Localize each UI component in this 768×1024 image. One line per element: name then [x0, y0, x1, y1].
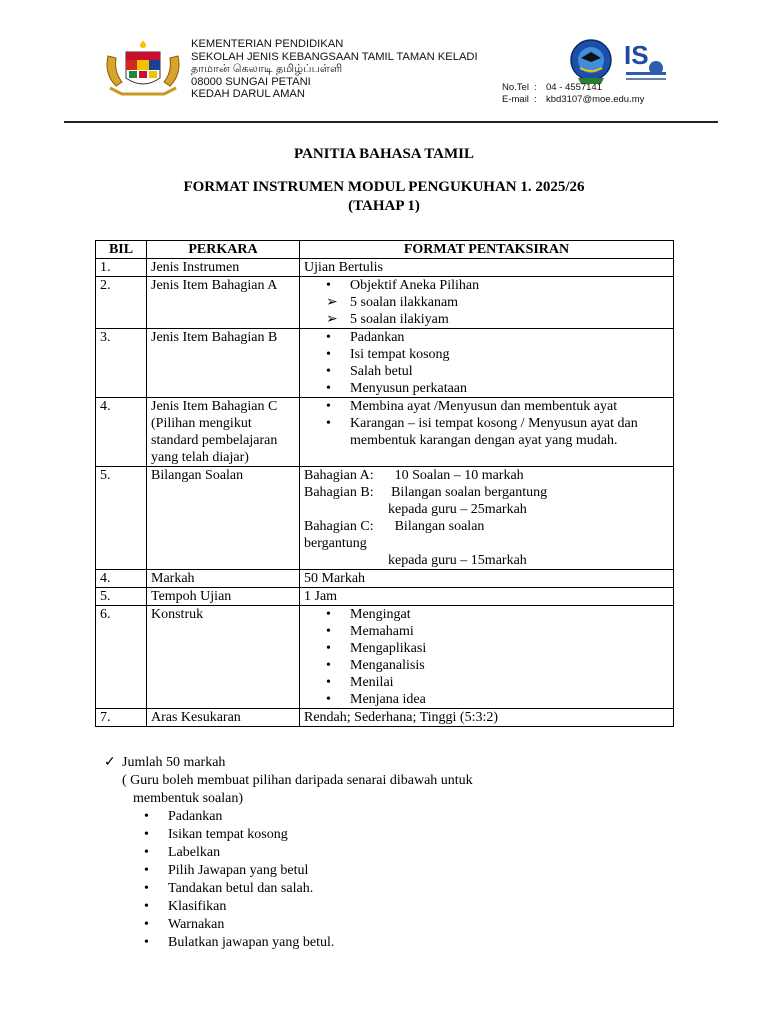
- table-row: 6. Konstruk • Mengingat • Memahami • Mengaplikasi • Menganalisis • Menilai • Menjana idea: [96, 606, 674, 709]
- school-name-tamil: தாமான் கெலாடி தமிழ்ப்பள்ளி: [191, 63, 343, 76]
- header-format: FORMAT PENTAKSIRAN: [300, 241, 674, 259]
- list-item: • Menganalisis: [326, 658, 425, 673]
- instruction-text-cont: membentuk soalan): [133, 791, 244, 806]
- list-item: • Labelkan: [144, 845, 221, 860]
- list-item: • Padankan: [326, 330, 405, 345]
- bullet-icon: •: [326, 624, 331, 639]
- table-row: 1. Jenis Instrumen Ujian Bertulis: [96, 259, 674, 277]
- list-item: • Menilai: [326, 675, 394, 690]
- table-row: 5. Bilangan Soalan Bahagian A: 10 Soalan – 10 markah Bahagian B: Bilangan soalan bergantung kepada guru – 25markah Bahagian C: Bilangan soalan bergantung kepada guru – 15markah: [96, 467, 674, 570]
- phone-row: No.Tel : 04 - 4557141: [502, 82, 602, 93]
- instruction-text: ( Guru boleh membuat pilihan daripada senarai dibawah untuk: [122, 773, 473, 788]
- table-row: 4. Markah 50 Markah: [96, 570, 674, 588]
- bullet-icon: •: [144, 845, 149, 860]
- list-item: • Tandakan betul dan salah.: [144, 881, 314, 896]
- list-item: • Menyusun perkataan: [326, 381, 468, 396]
- header-bil: BIL: [96, 241, 147, 259]
- bullet-list: [304, 606, 669, 708]
- table-row: 4. Jenis Item Bahagian C (Pilihan mengikut standard pembelajaran yang telah diajar) • Membina ayat /Menyusun dan membentuk ayat • Karangan – isi tempat kosong / Menyusun ayat dan membentuk karangan dengan ayat yang mudah.: [96, 398, 674, 467]
- bullet-icon: •: [144, 881, 149, 896]
- bullet-icon: •: [326, 330, 331, 345]
- bullet-icon: •: [326, 364, 331, 379]
- bullet-list: [304, 277, 669, 328]
- postcode-town: 08000 SUNGAI PETANI: [191, 75, 311, 88]
- bullet-list: [304, 398, 669, 449]
- bullet-icon: •: [326, 658, 331, 673]
- bullet-icon: •: [326, 278, 331, 293]
- list-item: • Mengaplikasi: [326, 641, 427, 656]
- arrow-bullet-icon: ➢: [326, 312, 338, 327]
- list-item: • Karangan – isi tempat kosong / Menyusun ayat dan membentuk karangan dengan ayat yang mudah.: [326, 416, 638, 448]
- school-badge-icon: [571, 40, 611, 84]
- phone-number: 04 - 4557141: [546, 82, 602, 93]
- bullet-icon: •: [144, 827, 149, 842]
- table-row: 3. Jenis Item Bahagian B • Padankan • Isi tempat kosong • Salah betul • Menyusun perkataan: [96, 329, 674, 398]
- letterhead: [0, 0, 768, 130]
- table-header-row: [96, 241, 674, 259]
- list-item: ➢ 5 soalan ilakiyam: [326, 312, 449, 327]
- table-row: 7. Aras Kesukaran Rendah; Sederhana; Tinggi (5:3:2): [96, 709, 674, 727]
- bullet-list: [304, 329, 669, 397]
- bullet-icon: •: [144, 935, 149, 950]
- bullet-icon: •: [326, 347, 331, 362]
- list-item: • Klasifikan: [144, 899, 227, 914]
- bullet-icon: •: [144, 809, 149, 824]
- list-item: • Bulatkan jawapan yang betul.: [144, 935, 335, 950]
- list-item: • Warnakan: [144, 917, 225, 932]
- school-address: [191, 38, 478, 101]
- list-item: • Memahami: [326, 624, 414, 639]
- ministry-name: KEMENTERIAN PENDIDIKAN: [191, 38, 344, 50]
- bullet-icon: •: [326, 416, 331, 431]
- bullet-icon: •: [326, 692, 331, 707]
- header-divider: [64, 121, 718, 123]
- total-marks: Jumlah 50 markah: [122, 755, 226, 770]
- bullet-icon: •: [144, 899, 149, 914]
- page-title: PANITIA BAHASA TAMIL: [293, 146, 475, 162]
- email-row: E-mail : kbd3107@moe.edu.my: [502, 94, 645, 105]
- bullet-icon: •: [326, 607, 331, 622]
- list-item: • Objektif Aneka Pilihan: [326, 278, 480, 293]
- list-item: • Padankan: [144, 809, 223, 824]
- list-item: • Membina ayat /Menyusun dan membentuk ayat: [326, 399, 618, 414]
- bullet-icon: •: [326, 675, 331, 690]
- list-item: ➢ 5 soalan ilakkanam: [326, 295, 459, 310]
- list-item: • Isi tempat kosong: [326, 347, 450, 362]
- list-item: • Isikan tempat kosong: [144, 827, 288, 842]
- bullet-icon: •: [144, 863, 149, 878]
- arrow-bullet-icon: ➢: [326, 295, 338, 310]
- list-item: • Salah betul: [326, 364, 413, 379]
- format-table: [95, 240, 674, 727]
- list-item: • Pilih Jawapan yang betul: [144, 863, 309, 878]
- is-logo-icon: [624, 40, 666, 80]
- header-perkara: PERKARA: [147, 241, 300, 259]
- list-item: • Menjana idea: [326, 692, 426, 707]
- bullet-icon: •: [326, 399, 331, 414]
- bullet-icon: •: [144, 917, 149, 932]
- document-subtitle: FORMAT INSTRUMEN MODUL PENGUKUHAN 1. 2025/26 (TAHAP 1): [183, 179, 585, 214]
- list-item: • Mengingat: [326, 607, 411, 622]
- contact-info: [502, 82, 644, 106]
- notes-section: [104, 754, 473, 952]
- bullet-icon: •: [326, 641, 331, 656]
- question-type-list: [104, 808, 473, 952]
- svg-text:IS: IS: [624, 40, 649, 70]
- school-name: SEKOLAH JENIS KEBANGSAAN TAMIL TAMAN KELADI: [191, 50, 478, 63]
- school-logos: [566, 38, 676, 88]
- bullet-icon: •: [326, 381, 331, 396]
- table-row: 2. Jenis Item Bahagian A • Objektif Aneka Pilihan ➢ 5 soalan ilakkanam ➢ 5 soalan ilakiyam: [96, 277, 674, 329]
- state: KEDAH DARUL AMAN: [191, 88, 305, 101]
- malaysia-coat-of-arms-icon: [102, 38, 184, 100]
- email-address: kbd3107@moe.edu.my: [546, 94, 645, 105]
- table-row: 5. Tempoh Ujian 1 Jam: [96, 588, 674, 606]
- check-mark-icon: ✓: [104, 755, 116, 770]
